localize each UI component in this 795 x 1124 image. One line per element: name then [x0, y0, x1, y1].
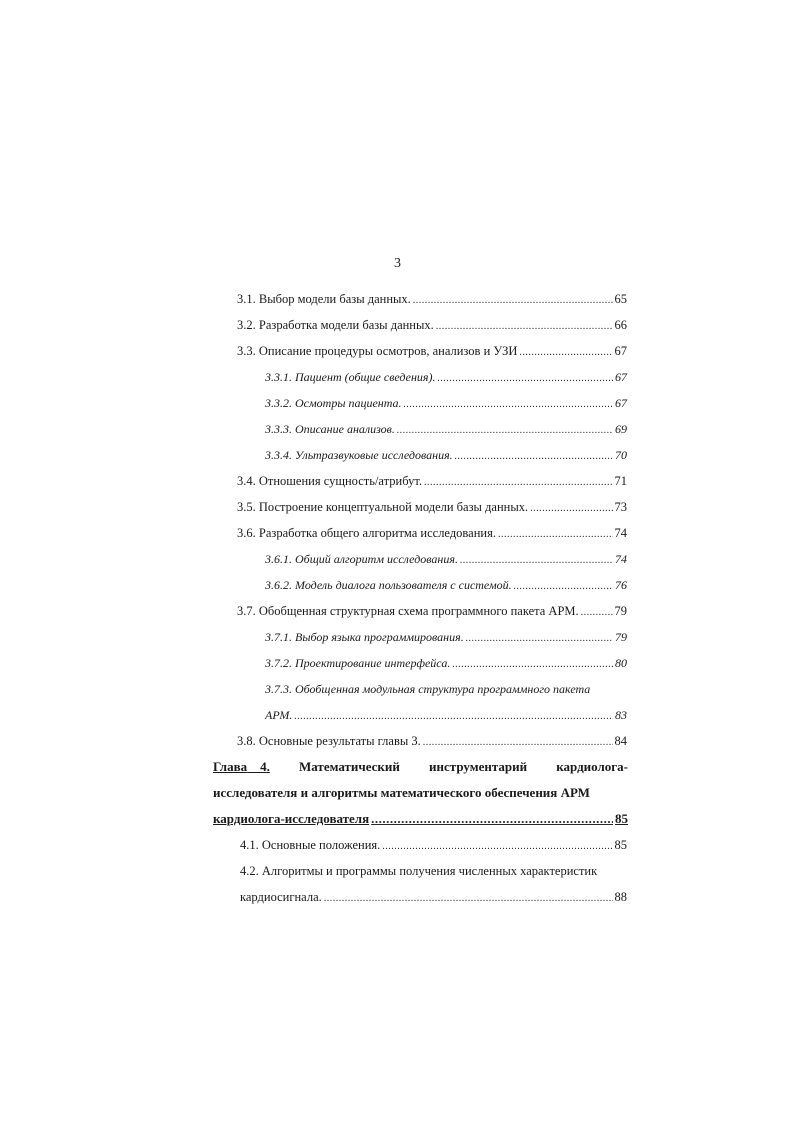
toc-entry-3-5[interactable] — [237, 499, 627, 517]
toc-title: 3.5. Построение концептуальной модели базы данных. — [237, 500, 529, 514]
toc-title: 3.7.2. Проектирование интерфейса. — [265, 656, 451, 670]
toc-page: 84 — [614, 734, 627, 748]
toc-page: 79 — [615, 630, 627, 644]
leader-dots — [413, 293, 613, 309]
toc-title: АРМ. — [265, 708, 293, 722]
toc-page: 73 — [614, 500, 627, 514]
leader-dots — [466, 631, 613, 647]
toc-title: 3.8. Основные результаты главы 3. — [237, 734, 421, 748]
toc-page: 71 — [614, 474, 627, 488]
toc-title: 3.2. Разработка модели базы данных. — [237, 318, 434, 332]
toc-page: 70 — [615, 448, 627, 462]
chapter-label: Глава 4. — [213, 759, 270, 774]
toc-entry-3-6-2[interactable] — [265, 577, 627, 595]
toc-entry-4-2[interactable] — [240, 889, 627, 907]
leader-dots — [371, 811, 613, 827]
toc-page: 83 — [615, 708, 627, 722]
toc-entry-4-1[interactable] — [240, 837, 627, 855]
toc-page: 66 — [614, 318, 627, 332]
toc-page: 67 — [614, 344, 627, 358]
toc-title: 3.3.1. Пациент (общие сведения). — [265, 370, 436, 384]
chapter-4-heading-line2[interactable] — [213, 785, 628, 801]
chapter-4-heading-line1[interactable] — [213, 759, 628, 775]
toc-title: 3.3.2. Осмотры пациента. — [265, 396, 402, 410]
toc-title: 3.7. Обобщенная структурная схема программного пакета АРМ. — [237, 604, 579, 618]
toc-entry-3-6[interactable] — [237, 525, 627, 543]
toc-title: 3.6.1. Общий алгоритм исследования. — [265, 552, 458, 566]
toc-title: 3.3. Описание процедуры осмотров, анализов и УЗИ — [237, 344, 518, 358]
toc-entry-3-1[interactable] — [237, 291, 627, 309]
leader-dots — [498, 527, 613, 543]
toc-title: 3.1. Выбор модели базы данных. — [237, 292, 411, 306]
leader-dots — [424, 475, 613, 491]
toc-page: 69 — [615, 422, 627, 436]
toc-page: 67 — [615, 370, 627, 384]
leader-dots — [530, 501, 612, 517]
toc-page: 76 — [615, 578, 627, 592]
leader-dots — [519, 345, 612, 361]
chapter-word: инструментарий — [429, 759, 528, 774]
toc-entry-3-2[interactable] — [237, 317, 627, 335]
chapter-word: кардиолога- — [556, 759, 628, 774]
toc-title: 3.4. Отношения сущность/атрибут. — [237, 474, 422, 488]
toc-entry-3-7-3[interactable] — [265, 707, 627, 725]
toc-title: 3.6. Разработка общего алгоритма исследования. — [237, 526, 496, 540]
chapter-word: Математический — [299, 759, 400, 774]
chapter-title-line3: кардиолога-исследователя — [213, 811, 370, 826]
toc-entry-3-7-2[interactable] — [265, 655, 627, 673]
leader-dots — [452, 657, 613, 673]
toc-page: 80 — [615, 656, 627, 670]
toc-page: 74 — [614, 526, 627, 540]
toc-title: 3.7.1. Выбор языка программирования. — [265, 630, 464, 644]
leader-dots — [438, 371, 613, 387]
toc-entry-3-6-1[interactable] — [265, 551, 627, 569]
toc-entry-4-2-line1[interactable]: 4.2. Алгоритмы и программы получения численных характеристик — [240, 864, 598, 878]
toc-page: 74 — [615, 552, 627, 566]
leader-dots — [455, 449, 613, 465]
leader-dots — [423, 735, 613, 751]
leader-dots — [436, 319, 613, 335]
leader-dots — [404, 397, 613, 413]
toc-page: 67 — [615, 396, 627, 410]
toc-entry-3-8[interactable] — [237, 733, 627, 751]
chapter-4-heading-line3[interactable] — [213, 811, 628, 827]
toc-title: 4.1. Основные положения. — [240, 838, 381, 852]
leader-dots — [382, 839, 612, 855]
leader-dots — [581, 605, 613, 621]
toc-entry-3-3[interactable] — [237, 343, 627, 361]
toc-title: 3.6.2. Модель диалога пользователя с системой. — [265, 578, 512, 592]
leader-dots — [294, 709, 613, 725]
toc-title: 3.3.4. Ультразвуковые исследования. — [265, 448, 453, 462]
toc-entry-3-3-4[interactable] — [265, 447, 627, 465]
toc-entry-3-3-1[interactable] — [265, 369, 627, 387]
toc-page: 85 — [615, 811, 628, 826]
toc-page: 79 — [614, 604, 627, 618]
toc-entry-3-7-1[interactable] — [265, 629, 627, 647]
toc-title: 3.3.3. Описание анализов. — [265, 422, 395, 436]
toc-page: 88 — [614, 890, 627, 904]
leader-dots — [460, 553, 613, 569]
toc-title: кардиосигнала. — [240, 890, 322, 904]
toc-page: 65 — [614, 292, 627, 306]
leader-dots — [397, 423, 613, 439]
leader-dots — [324, 891, 613, 907]
toc-entry-3-7-3-line1[interactable]: 3.7.3. Обобщенная модульная структура программного пакета — [265, 682, 591, 696]
page-number: 3 — [394, 256, 401, 271]
leader-dots — [514, 579, 613, 595]
toc-entry-3-4[interactable] — [237, 473, 627, 491]
chapter-title-line2: исследователя и алгоритмы математического обеспечения АРМ — [213, 785, 590, 800]
toc-entry-3-3-2[interactable] — [265, 395, 627, 413]
toc-entry-3-3-3[interactable] — [265, 421, 627, 439]
toc-page: 85 — [614, 838, 627, 852]
toc-entry-3-7[interactable] — [237, 603, 627, 621]
